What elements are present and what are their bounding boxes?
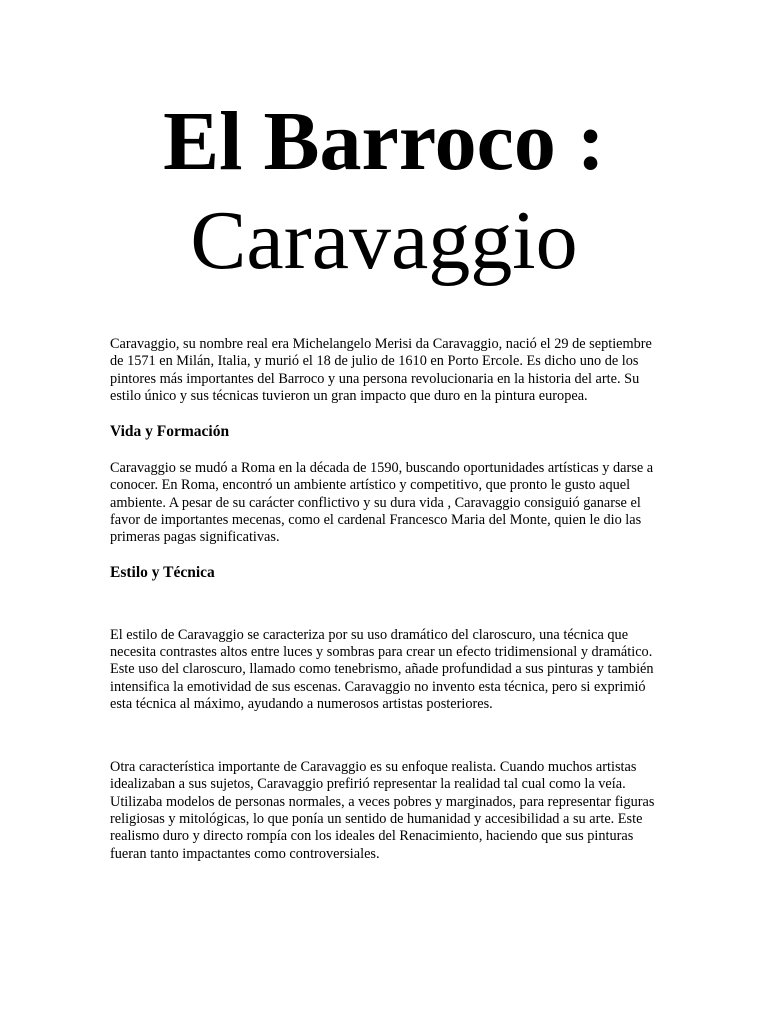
vida-y-formacion-paragraph: Caravaggio se mudó a Roma en la década de 1590, buscando oportunidades artísticas y darse a conocer. En Roma, encontró un ambiente artístico y competitivo, que pronto le gusto aquel ambiente. A pesar de su carácter conflictivo y su dura vida , Caravaggio consiguió ganarse el favor de importantes mecenas, como el cardenal Francesco Maria del Monte, quien le dio las primeras pagas significativas.	[110, 460, 654, 546]
spacer	[110, 582, 655, 627]
section-heading-estilo-y-tecnica: Estilo y Técnica	[110, 563, 215, 581]
document-title-line-1: El Barroco :	[163, 95, 605, 188]
document-title-line-2: Caravaggio	[190, 194, 578, 287]
spacer	[110, 441, 655, 460]
spacer	[110, 405, 655, 423]
spacer	[110, 713, 655, 759]
document-body	[110, 336, 655, 863]
intro-paragraph: Caravaggio, su nombre real era Michelangelo Merisi da Caravaggio, nació el 29 de septiembre de 1571 en Milán, Italia, y murió el 18 de julio de 1610 en Porto Ercole. Es dicho uno de los pintores más importantes del Barroco y una persona revolucionaria en la historia del arte. Su estilo único y sus técnicas tuvieron un gran impacto que duro en la pintura europea.	[110, 336, 652, 404]
estilo-y-tecnica-paragraph-1: El estilo de Caravaggio se caracteriza por su uso dramático del claroscuro, una técnica que necesita contrastes altos entre luces y sombras para crear un efecto tridimensional y dramático. Este uso del claroscuro, llamado como tenebrismo, añade profundidad a sus pinturas y también intensifica la emotividad de sus escenas. Caravaggio no invento esta técnica, pero si exprimió esta técnica al máximo, ayudando a numerosos artistas posteriores.	[110, 626, 654, 712]
spacer	[110, 547, 655, 564]
section-heading-vida-y-formacion: Vida y Formación	[110, 423, 230, 441]
estilo-y-tecnica-paragraph-2: Otra característica importante de Caravaggio es su enfoque realista. Cuando muchos artistas idealizaban a sus sujetos, Caravaggio prefirió representar la realidad tal cual como la veía. Utilizaba modelos de personas normales, a veces pobres y marginados, para representar figuras religiosas y mitológicas, lo que ponía un sentido de humanidad y accesibilidad a su arte. Este realismo duro y directo rompía con los ideales del Renacimiento, haciendo que sus pinturas fueran tanto impactantes como controversiales.	[110, 759, 655, 862]
